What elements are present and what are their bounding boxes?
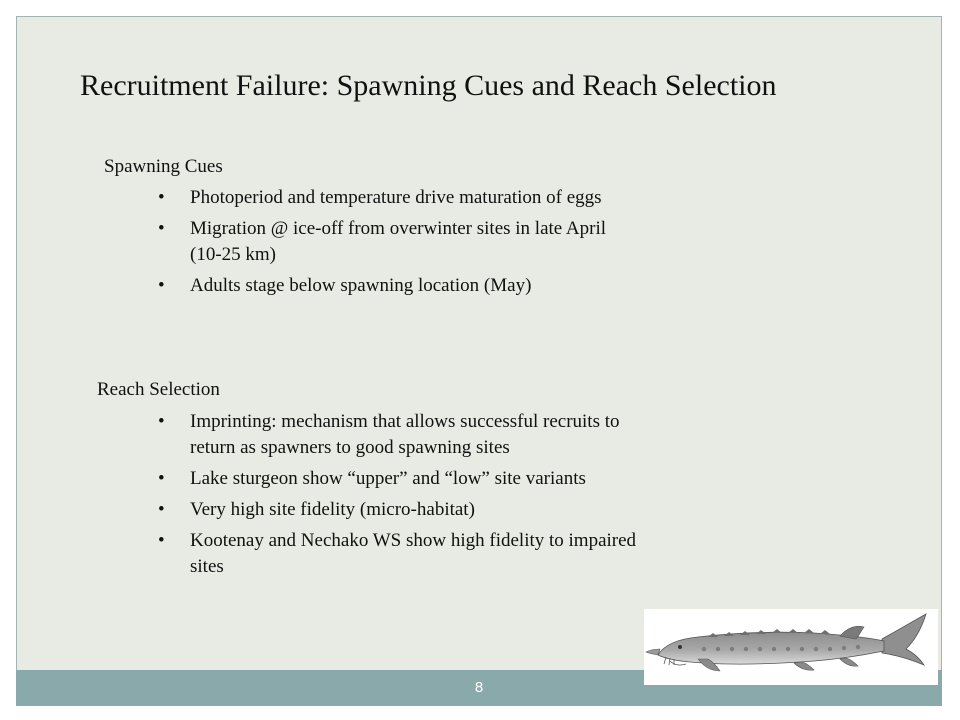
slide-background xyxy=(16,16,942,702)
reach-selection-heading: Reach Selection xyxy=(97,379,220,400)
page-number: 8 xyxy=(474,679,484,696)
spawning-cues-list xyxy=(158,185,638,304)
sturgeon-icon xyxy=(644,609,938,685)
slide-title: Recruitment Failure: Spawning Cues and Reach Selection xyxy=(80,69,777,102)
spawning-cues-heading: Spawning Cues xyxy=(104,156,223,177)
list-item: • Lake sturgeon show “upper” and “low” site variants xyxy=(158,466,638,492)
list-item: • Adults stage below spawning location (May) xyxy=(158,273,638,299)
list-item: • Migration @ ice-off from overwinter sites in late April (10-25 km) xyxy=(158,216,638,268)
list-item: • Photoperiod and temperature drive maturation of eggs xyxy=(158,185,638,211)
sturgeon-image xyxy=(644,609,938,685)
list-item: • Very high site fidelity (micro-habitat) xyxy=(158,497,638,523)
reach-selection-list xyxy=(158,409,638,585)
list-item: • Kootenay and Nechako WS show high fidelity to impaired sites xyxy=(158,528,638,580)
list-item: • Imprinting: mechanism that allows successful recruits to return as spawners to good spawning sites xyxy=(158,409,638,461)
